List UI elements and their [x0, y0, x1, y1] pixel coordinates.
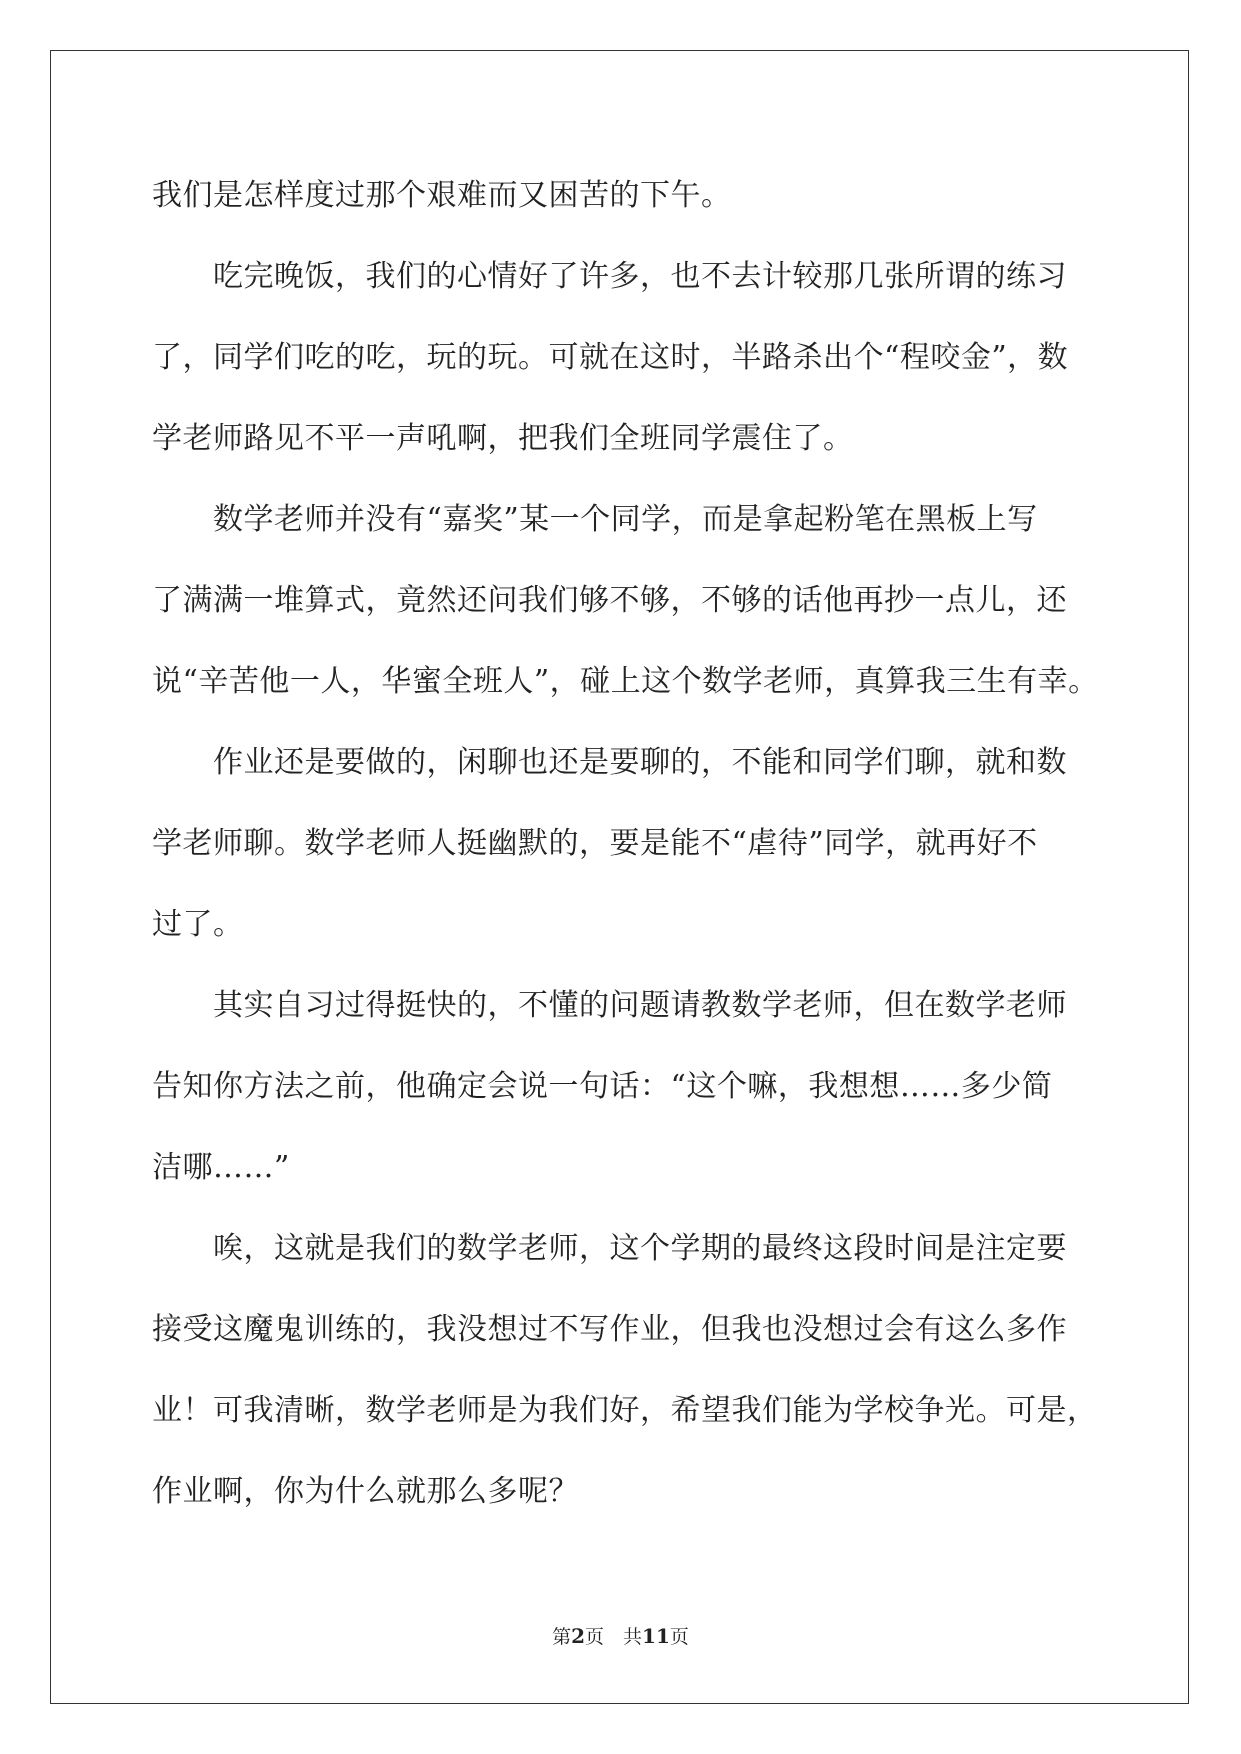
text-line: 其实自习过得挺快的，不懂的问题请教数学老师，但在数学老师	[152, 988, 1067, 1023]
text-line: 学老师聊。数学老师人挺幽默的，要是能不“虐待”同学，就再好不	[152, 826, 1038, 861]
page-number: 2	[571, 1624, 586, 1648]
text-line: 作业啊，你为什么就那么多呢？	[152, 1474, 579, 1509]
text-line: 唉，这就是我们的数学老师，这个学期的最终这段时间是注定要	[152, 1231, 1067, 1266]
text-line: 过了。	[152, 907, 244, 942]
footer-page-prefix: 第	[552, 1626, 572, 1648]
text-line: 了，同学们吃的吃，玩的玩。可就在这时，半路杀出个“程咬金”，数	[152, 340, 1069, 375]
text-line: 说“辛苦他一人，华蜜全班人”，碰上这个数学老师，真算我三生有幸。	[152, 664, 1099, 699]
text-line: 学老师路见不平一声吼啊，把我们全班同学震住了。	[152, 421, 854, 456]
text-line: 了满满一堆算式，竟然还问我们够不够，不够的话他再抄一点儿，还	[152, 583, 1067, 618]
text-line: 业！可我清晰，数学老师是为我们好，希望我们能为学校争光。可是，	[152, 1393, 1098, 1428]
text-line: 数学老师并没有“嘉奖”某一个同学，而是拿起粉笔在黑板上写	[152, 502, 1038, 537]
page-footer	[0, 1622, 1241, 1649]
footer-page-suffix: 页 共	[585, 1626, 643, 1648]
text-line: 作业还是要做的，闲聊也还是要聊的，不能和同学们聊，就和数	[152, 745, 1067, 780]
total-pages: 11	[642, 1624, 670, 1648]
text-line: 吃完晚饭，我们的心情好了许多，也不去计较那几张所谓的练习	[152, 259, 1067, 294]
text-line: 告知你方法之前，他确定会说一句话：“这个嘛，我想想……多少简	[152, 1069, 1053, 1104]
text-line: 我们是怎样度过那个艰难而又困苦的下午。	[152, 178, 732, 213]
text-line: 接受这魔鬼训练的，我没想过不写作业，但我也没想过会有这么多作	[152, 1312, 1067, 1347]
footer-total-suffix: 页	[669, 1626, 689, 1648]
document-body	[152, 155, 1099, 1532]
text-line: 洁哪……”	[152, 1150, 290, 1185]
